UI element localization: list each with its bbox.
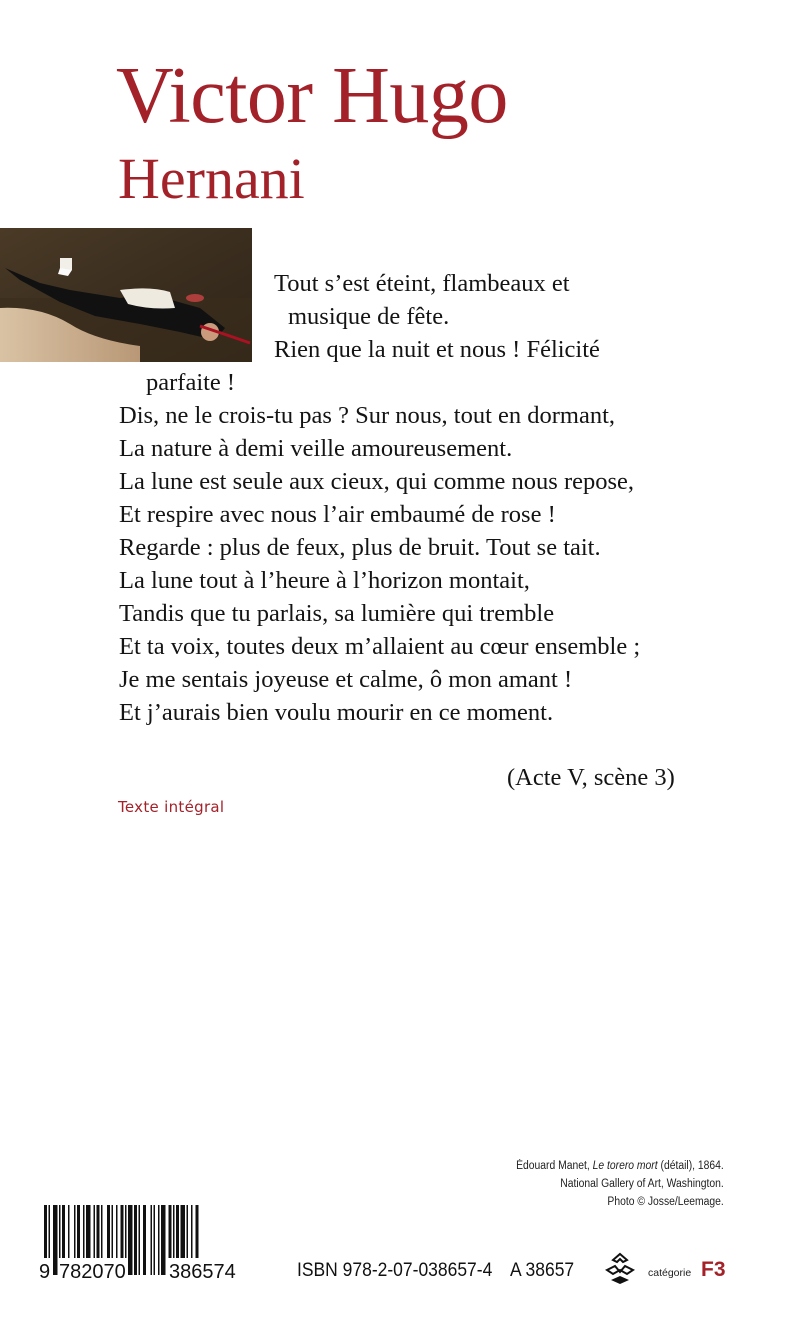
excerpt-line: Tandis que tu parlais, sa lumière qui tremble: [119, 600, 555, 627]
credit-photo: Photo © Josse/Leemage.: [607, 1196, 724, 1208]
cover-painting: [0, 228, 252, 362]
book-title: Hernani: [118, 146, 305, 211]
excerpt-line: Rien que la nuit et nous ! Félicité: [274, 336, 600, 363]
excerpt-line: Tout s’est éteint, flambeaux et: [274, 270, 570, 297]
credit-work: Le torero mort: [592, 1160, 658, 1172]
excerpt-line: La nature à demi veille amoureusement.: [119, 435, 513, 462]
category-code: F3: [701, 1258, 726, 1281]
credit-museum: National Gallery of Art, Washington.: [560, 1178, 724, 1190]
excerpt-line: Et j’aurais bien voulu mourir en ce moment.: [119, 699, 554, 726]
barcode-group-2: 386574: [168, 1258, 237, 1286]
excerpt-line: La lune tout à l’heure à l’horizon montait,: [119, 567, 530, 594]
image-credit: [516, 1157, 724, 1211]
barcode-first-digit: 9: [38, 1258, 51, 1286]
excerpt-line: parfaite !: [146, 369, 236, 396]
excerpt-line: Et ta voix, toutes deux m’allaient au cœur ensemble ;: [119, 633, 641, 660]
excerpt-line: Et respire avec nous l’air embaumé de rose !: [119, 501, 556, 528]
excerpt-line: La lune est seule aux cieux, qui comme nous repose,: [119, 468, 635, 495]
excerpt-reference: (Acte V, scène 3): [507, 764, 675, 791]
excerpt-line: Dis, ne le crois-tu pas ? Sur nous, tout en dormant,: [119, 402, 616, 429]
barcode-group-1: 782070: [58, 1258, 127, 1286]
author-name: Victor Hugo: [116, 52, 508, 140]
category-label: catégorie: [648, 1267, 692, 1279]
excerpt-line: musique de fête.: [288, 303, 450, 330]
excerpt-line: Regarde : plus de feux, plus de bruit. Tout se tait.: [119, 534, 601, 561]
excerpt-line: Je me sentais joyeuse et calme, ô mon amant !: [119, 666, 573, 693]
publisher-logo-icon: [603, 1250, 637, 1286]
isbn: ISBN 978-2-07-038657-4: [297, 1260, 493, 1281]
credit-artist: Édouard Manet,: [516, 1160, 590, 1172]
barcode-digits: [38, 1258, 270, 1286]
credit-detail: (détail), 1864.: [660, 1160, 724, 1172]
catalog-number: A 38657: [510, 1260, 575, 1281]
edition-note: Texte intégral: [118, 798, 225, 816]
